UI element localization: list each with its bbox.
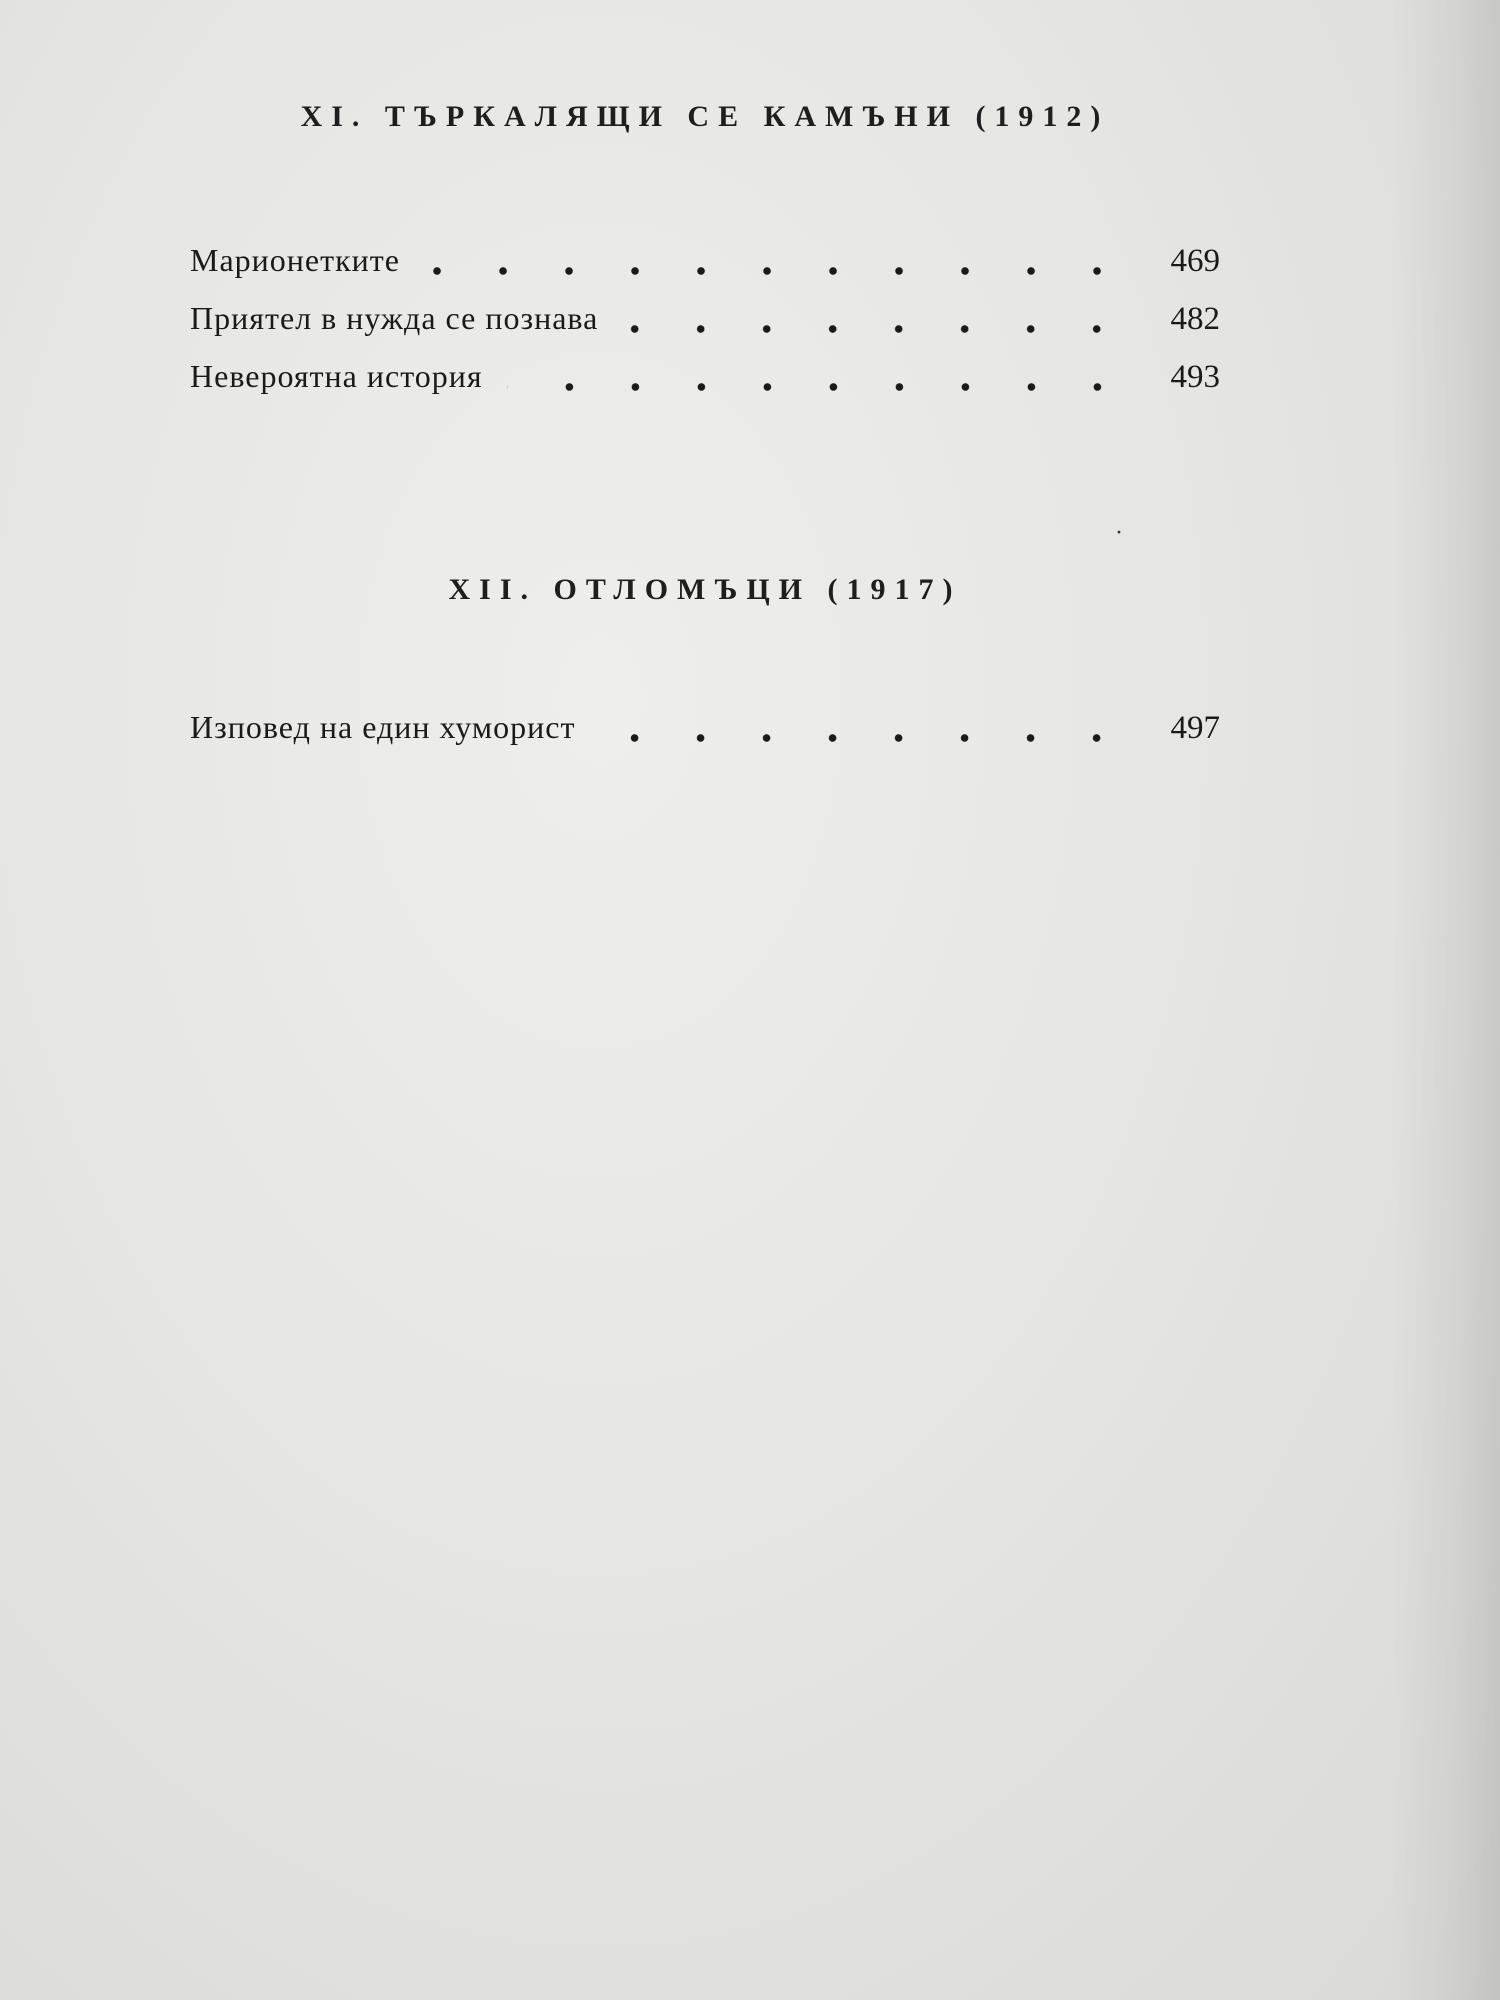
entry-page-number: 493 [1170,359,1220,395]
toc-entries [190,709,1220,767]
entry-page-number: 497 [1170,710,1220,746]
toc-entries [190,242,1220,416]
entry-page-number: 469 [1170,243,1220,279]
entry-title: Марионетките [190,242,400,278]
dot-leader [599,728,1130,748]
page-binding-shadow [1390,0,1500,2000]
toc-entry [190,358,1220,416]
section-title: XI. ТЪРКАЛЯЩИ СЕ КАМЪНИ (1912) [300,100,1110,133]
dot-leader [424,261,1130,281]
toc-entry [190,300,1220,358]
section-title: XII. ОТЛОМЪЦИ (1917) [448,573,962,606]
ink-speck: · [1115,520,1123,546]
toc-entry [190,242,1220,300]
entry-title: Приятел в нужда се познава [190,300,599,336]
dot-leader [507,377,1130,397]
toc-section-xi [190,100,1220,416]
entry-title: Невероятна история [190,358,483,394]
dot-leader [622,319,1130,339]
entry-page-number: 482 [1170,301,1220,337]
toc-section-xii [190,573,1220,767]
toc-entry [190,709,1220,767]
entry-title: Изповед на един хуморист [190,709,576,745]
